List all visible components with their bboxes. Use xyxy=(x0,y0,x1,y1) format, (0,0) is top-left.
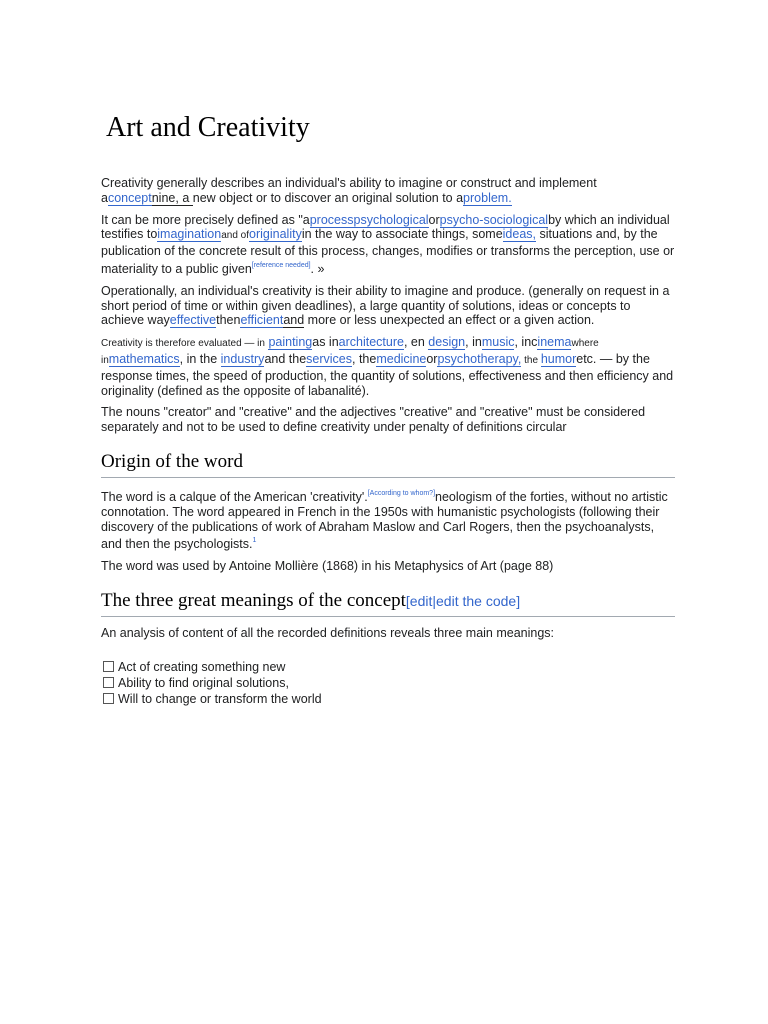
list-item-text: Act of creating something new xyxy=(118,659,286,674)
reference-1[interactable]: 1 xyxy=(252,537,257,545)
text: and the xyxy=(264,351,307,366)
section-heading-origin: Origin of the word xyxy=(101,451,675,478)
link-services[interactable]: services xyxy=(306,351,352,366)
text: situations and, by the publication of the concrete result of this process, changes, modifies or transforms the perception, use or materiality to a public given xyxy=(101,227,675,276)
link-psycho-sociological[interactable]: psycho-sociological xyxy=(439,212,549,227)
text: , the xyxy=(352,351,377,366)
link-humor[interactable]: humor xyxy=(540,351,577,366)
link-industry[interactable]: industry xyxy=(220,351,265,366)
list-item xyxy=(103,691,675,707)
list-item xyxy=(103,659,675,675)
link-concept[interactable]: concept xyxy=(107,190,152,205)
text: Creativity generally describes an individual's ability to imagine or construct and implement a xyxy=(101,176,597,205)
text: , inc xyxy=(514,335,538,350)
link-medicine[interactable]: medicine xyxy=(376,351,427,366)
text: , en xyxy=(403,335,429,350)
list-item-text: Will to change or transform the world xyxy=(118,691,322,706)
intro-paragraph-1 xyxy=(101,176,675,206)
bullet-icon xyxy=(103,693,114,704)
link-painting[interactable]: painting xyxy=(268,335,313,350)
link-music[interactable]: music xyxy=(481,335,515,350)
page-title: Art and Creativity xyxy=(106,112,310,143)
intro-paragraph-2 xyxy=(101,213,675,277)
link-imagination[interactable]: imagination xyxy=(157,227,222,242)
reference-needed-note[interactable]: [reference needed] xyxy=(251,261,311,269)
link-psychotherapy[interactable]: psychotherapy, xyxy=(437,351,522,366)
text: Operationally, an individual's creativity is their ability to imagine and produce. (generally on request in a short period of time or within given deadlines), a large quantity of solutions, ideas or concepts to achieve way xyxy=(101,283,670,328)
text: , in xyxy=(465,335,482,350)
text: and of xyxy=(221,230,250,242)
text: , in the xyxy=(179,351,221,366)
heading-text: The three great meanings of the concept xyxy=(101,589,406,611)
link-nine[interactable]: nine, a xyxy=(151,190,193,205)
section-heading-meanings xyxy=(101,590,675,617)
meanings-list xyxy=(103,659,675,707)
text: neologism of the forties, without no artistic connotation. The word appeared in French in the 1950s with humanistic psychologists (following their discovery of the publications of work of Abraham Maslow and Carl Rogers, then the psychoanalysts, and then the psychologists. xyxy=(101,489,668,552)
text: It can be more precisely defined as "a xyxy=(101,212,310,227)
link-originality[interactable]: originality xyxy=(249,227,302,242)
link-design[interactable]: design xyxy=(428,335,466,350)
link-effective[interactable]: effective xyxy=(169,313,217,328)
text: the xyxy=(521,354,541,366)
text: as in xyxy=(312,335,339,350)
link-architecture[interactable]: architecture xyxy=(338,335,404,350)
text: in the way to associate things, some xyxy=(301,227,503,242)
link-efficient[interactable]: efficient xyxy=(240,313,284,328)
edit-section-link[interactable]: [edit|edit the code] xyxy=(405,592,521,609)
list-item xyxy=(103,675,675,691)
link-and[interactable]: and xyxy=(283,313,305,328)
intro-paragraph-3 xyxy=(101,284,675,328)
text: new object or to discover an original solution to a xyxy=(192,190,464,205)
text: Creativity is therefore evaluated — in xyxy=(101,338,265,350)
text: where in xyxy=(101,338,599,366)
text: or xyxy=(428,212,440,227)
bullet-icon xyxy=(103,661,114,672)
link-cinema[interactable]: inema xyxy=(537,335,572,350)
meanings-intro: An analysis of content of all the recorded definitions reveals three main meanings: xyxy=(101,625,555,640)
text: more or less unexpected an effect or a given action. xyxy=(304,313,595,328)
according-to-whom-note[interactable]: [According to whom?] xyxy=(367,489,436,497)
intro-paragraph-5: The nouns "creator" and "creative" and the adjectives "creative" and "creative" must be considered separately and not to be used to define creativity under penalty of definitions circular xyxy=(101,405,646,435)
origin-paragraph-1 xyxy=(101,487,675,552)
list-item-text: Ability to find original solutions, xyxy=(118,675,289,690)
origin-paragraph-2: The word was used by Antoine Mollière (1868) in his Metaphysics of Art (page 88) xyxy=(101,559,554,574)
text: or xyxy=(426,351,438,366)
link-psychological[interactable]: psychological xyxy=(353,212,429,227)
text: then xyxy=(216,313,241,328)
bullet-icon xyxy=(103,677,114,688)
article-content xyxy=(101,176,675,707)
link-process[interactable]: process xyxy=(309,212,354,227)
text: etc. — by the response times, the speed of production, the quantity of solutions, effectiveness and then efficiency and originality (defined as the opposite of labanalité). xyxy=(101,351,674,398)
link-ideas[interactable]: ideas, xyxy=(502,227,537,242)
link-mathematics[interactable]: mathematics xyxy=(108,351,180,366)
intro-paragraph-4 xyxy=(101,335,675,398)
text: The word is a calque of the American 'creativity'. xyxy=(101,489,368,504)
link-problem[interactable]: problem. xyxy=(463,190,512,205)
text: . » xyxy=(310,261,325,276)
text: by which an individual testifies to xyxy=(101,212,670,242)
